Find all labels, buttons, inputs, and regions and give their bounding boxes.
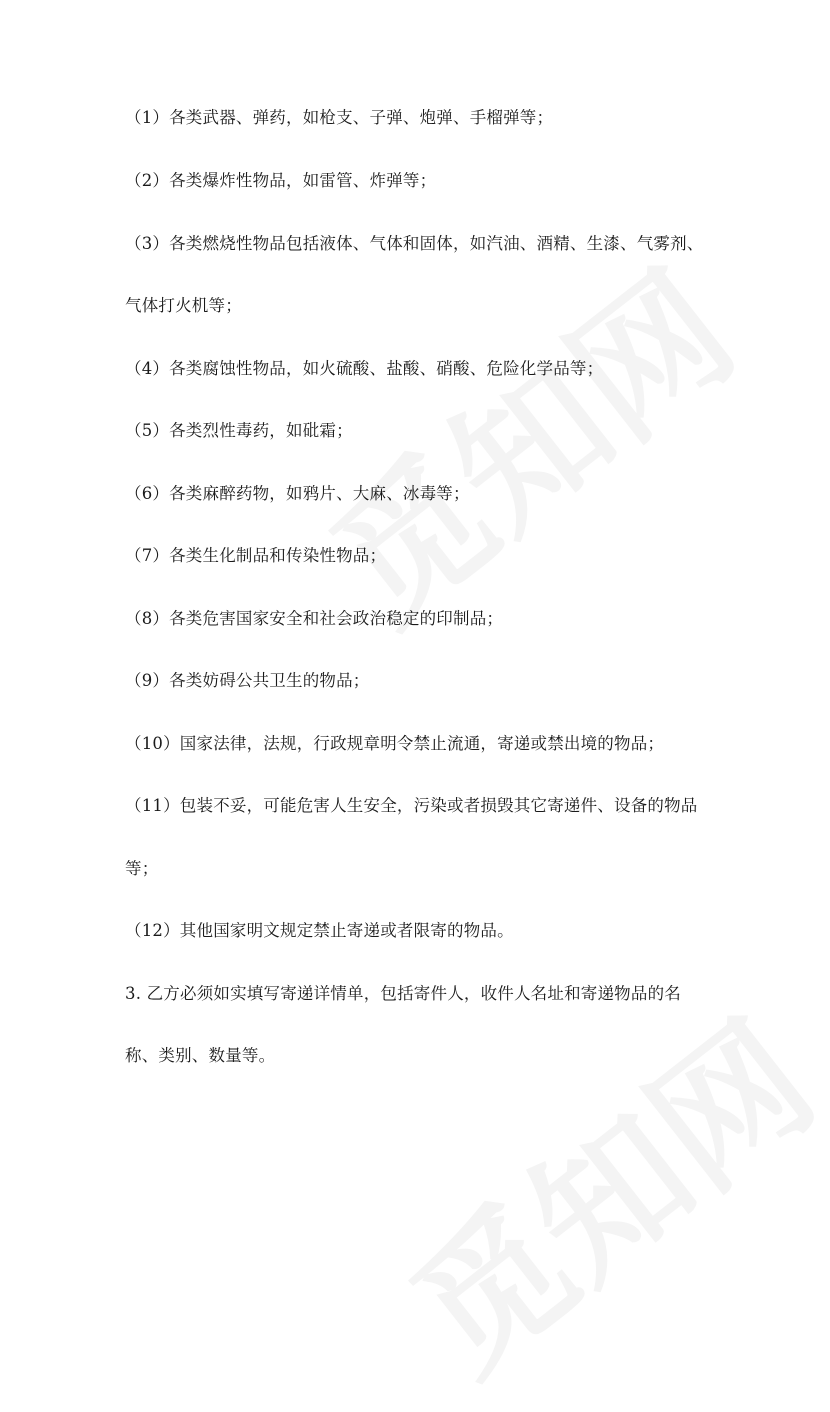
list-item-3-continued: 气体打火机等； [125,296,242,315]
list-item-6: （6）各类麻醉药物，如鸦片、大麻、冰毒等； [125,484,470,503]
list-item-11: （11）包装不妥，可能危害人生安全，污染或者损毁其它寄递件、设备的物品 [125,796,698,815]
watermark [361,964,830,1411]
list-item-9: （9）各类妨碍公共卫生的物品； [125,671,370,690]
list-item-11-continued: 等； [125,859,159,878]
list-item-2: （2）各类爆炸性物品，如雷管、炸弹等； [125,171,437,190]
list-item-3: （3）各类燃烧性物品包括液体、气体和固体，如汽油、酒精、生漆、气雾剂、 [125,234,704,253]
list-item-4: （4）各类腐蚀性物品，如火硫酸、盐酸、硝酸、危险化学品等； [125,359,604,378]
list-item-5: （5）各类烈性毒药，如砒霜； [125,421,353,440]
paragraph-3-continued: 称、类别、数量等。 [125,1046,276,1065]
watermark [281,214,769,661]
list-item-12: （12）其他国家明文规定禁止寄递或者限寄的物品。 [125,921,514,940]
list-item-10: （10）国家法律，法规，行政规章明令禁止流通，寄递或禁出境的物品； [125,734,665,753]
list-item-8: （8）各类危害国家安全和社会政治稳定的印制品； [125,609,504,628]
list-item-7: （7）各类生化制品和传染性物品； [125,546,387,565]
list-item-1: （1）各类武器、弹药，如枪支、子弹、炮弹、手榴弹等； [125,108,554,127]
paragraph-3: 3. 乙方必须如实填写寄递详情单，包括寄件人，收件人名址和寄递物品的名 [125,984,681,1003]
